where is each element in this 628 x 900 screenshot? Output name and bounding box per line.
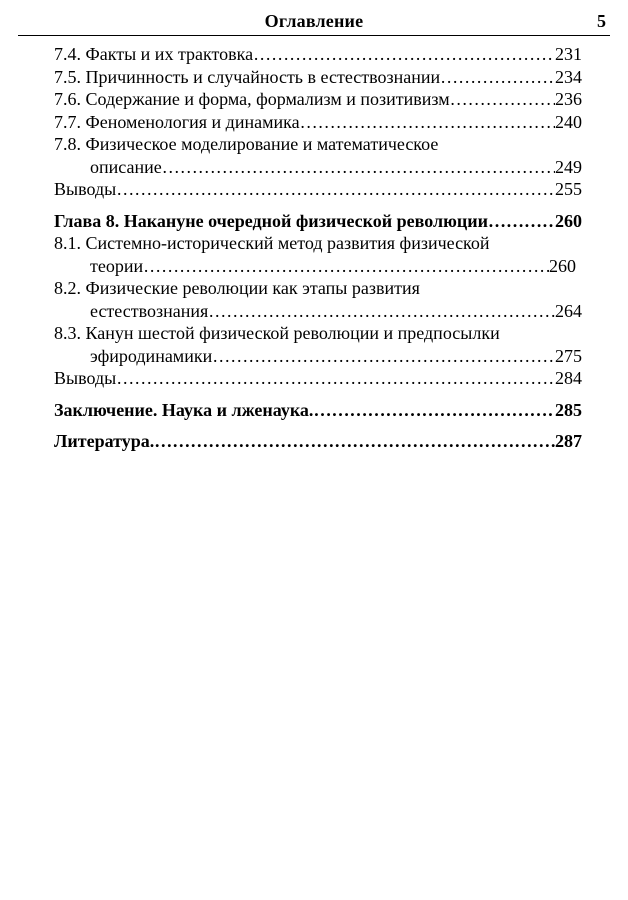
literature-title: Литература. (54, 431, 155, 451)
page-number: 5 (597, 11, 606, 31)
toc-entry-title-line1: 8.2. Физические революции как этапы развития (54, 278, 420, 298)
leader-dots (143, 255, 549, 278)
conclusion-title: Заключение. Наука и лженаука. (54, 399, 314, 420)
toc-conclusion[interactable] (54, 399, 582, 422)
toc-entry-title: Выводы (54, 368, 117, 388)
leader-dots (253, 43, 555, 66)
toc-entry-page: 231 (555, 44, 582, 64)
toc-entry-page: 249 (555, 156, 582, 177)
toc-entry-title-line1: 7.8. Физическое моделирование и математическое (54, 134, 439, 154)
toc-entry-title-line2: теории (90, 255, 144, 276)
leader-dots (488, 210, 555, 233)
toc-entry-page: 275 (555, 345, 582, 366)
toc-entry-conclusions-ch8[interactable] (54, 367, 582, 390)
toc-entry-page: 234 (555, 66, 582, 87)
leader-dots (300, 111, 555, 134)
table-of-contents (54, 43, 582, 453)
toc-entry-page: 264 (555, 300, 582, 321)
leader-dots (450, 88, 555, 111)
toc-entry-title: 7.7. Феноменология и динамика (54, 111, 300, 132)
conclusion-page: 285 (555, 399, 582, 420)
toc-entry-7-8[interactable] (54, 133, 582, 178)
toc-entry-page: 240 (555, 111, 582, 132)
toc-entry-conclusions-ch7[interactable] (54, 178, 582, 201)
chapter-title: Глава 8. Накануне очередной физической революции (54, 210, 488, 231)
leader-dots (212, 345, 555, 368)
toc-entry-title: Выводы (54, 179, 117, 199)
toc-literature[interactable] (54, 430, 582, 453)
toc-entry-8-1[interactable] (54, 232, 582, 277)
toc-entry-7-4[interactable] (54, 43, 582, 66)
leader-dots (208, 300, 555, 323)
chapter-page: 260 (555, 210, 582, 231)
running-header (18, 9, 610, 36)
toc-entry-page: 255 (555, 179, 582, 199)
literature-page: 287 (555, 431, 582, 451)
leader-dots (440, 66, 555, 89)
toc-entry-title-line1: 8.1. Системно-исторический метод развития физической (54, 233, 490, 253)
leader-dots (116, 178, 555, 201)
toc-chapter-8[interactable] (54, 210, 582, 233)
toc-entry-8-3[interactable] (54, 322, 582, 367)
toc-entry-title: 7.5. Причинность и случайность в естествознании (54, 66, 441, 87)
toc-entry-page: 236 (555, 89, 582, 109)
toc-entry-title: 7.6. Содержание и форма, формализм и позитивизм (54, 89, 450, 109)
toc-entry-title-line1: 8.3. Канун шестой физической революции и предпосылки (54, 323, 500, 343)
toc-entry-8-2[interactable] (54, 277, 582, 322)
toc-entry-title-line2: эфиродинамики (90, 345, 213, 366)
toc-entry-page: 284 (555, 368, 582, 388)
toc-entry-title: 7.4. Факты и их трактовка (54, 44, 254, 64)
toc-entry-title-line2: описание (90, 156, 162, 177)
toc-entry-7-5[interactable] (54, 66, 582, 89)
toc-entry-title-line2: естествознания (90, 300, 209, 321)
leader-dots (154, 430, 555, 453)
leader-dots (313, 399, 555, 422)
toc-entry-page: 260 (549, 255, 576, 276)
toc-entry-7-7[interactable] (54, 111, 582, 134)
toc-entry-7-6[interactable] (54, 88, 582, 111)
leader-dots (162, 156, 555, 179)
running-title: Оглавление (264, 11, 364, 31)
leader-dots (116, 367, 555, 390)
